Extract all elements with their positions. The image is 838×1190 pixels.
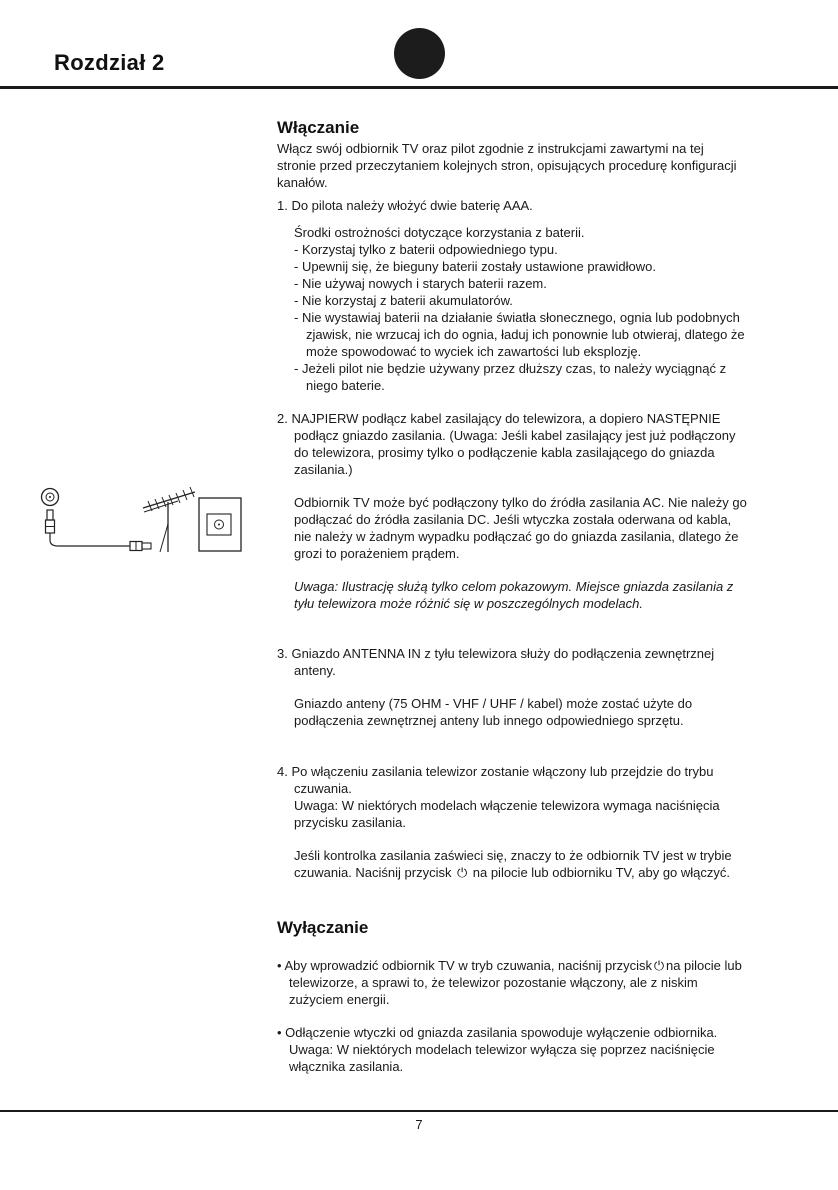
battery-precaution-line: zjawisk, nie wrzucaj ich do ognia, ładuj ich ponownie lub otwieraj, dlatego że bbox=[306, 327, 745, 342]
step-4-line: 4. Po włączeniu zasilania telewizor zostanie włączony lub przejdzie do trybu bbox=[277, 764, 714, 779]
coax-plug-left bbox=[46, 510, 55, 533]
ac-power-line: grozi to porażeniem prądem. bbox=[294, 546, 460, 561]
battery-precaution-line: - Nie używaj nowych i starych baterii razem. bbox=[294, 276, 547, 291]
footer-divider bbox=[0, 1110, 838, 1112]
wall-socket-panel bbox=[199, 498, 241, 551]
section-heading-off: Wyłączanie bbox=[277, 918, 369, 937]
standby-line-text: czuwania. Naciśnij przycisk bbox=[294, 865, 452, 880]
step-2-line: podłącz gniazdo zasilania. (Uwaga: Jeśli kabel zasilający jest już podłączony bbox=[294, 428, 736, 443]
off-bullet-line: zużyciem energii. bbox=[289, 992, 390, 1007]
section-heading-on: Włączanie bbox=[277, 118, 360, 137]
standby-line bbox=[294, 864, 730, 881]
off-bullet-line: • Odłączenie wtyczki od gniazda zasilania spowoduje wyłączenie odbiornika. bbox=[277, 1025, 718, 1040]
step-2-line: zasilania.) bbox=[294, 462, 353, 477]
off-bullet-line bbox=[277, 957, 742, 974]
tv-antenna-socket bbox=[42, 489, 59, 506]
step-2-line: 2. NAJPIERW podłącz kabel zasilający do telewizora, a dopiero NASTĘPNIE bbox=[277, 411, 721, 426]
battery-precaution-line: Środki ostrożności dotyczące korzystania z baterii. bbox=[294, 225, 585, 240]
step-3-line: 3. Gniazdo ANTENNA IN z tyłu telewizora służy do podłączenia zewnętrznej bbox=[277, 646, 715, 661]
battery-precaution-line: - Korzystaj tylko z baterii odpowiedniego typu. bbox=[294, 242, 558, 257]
intro-line: Włącz swój odbiornik TV oraz pilot zgodnie z instrukcjami zawartymi na tej bbox=[277, 141, 704, 156]
intro-line: stronie przed przeczytaniem kolejnych stron, opisujących procedurę konfiguracji bbox=[277, 158, 737, 173]
off-bullet-line: Uwaga: W niektórych modelach telewizor wyłącza się poprzez naciśnięcie bbox=[289, 1042, 715, 1057]
step-4-line: Uwaga: W niektórych modelach włączenie telewizora wymaga naciśnięcia bbox=[294, 798, 720, 813]
power-icon: ⏻ bbox=[456, 865, 468, 880]
coax-plug-right bbox=[130, 542, 151, 551]
battery-precaution-line: - Jeżeli pilot nie będzie używany przez dłuższy czas, to należy wyciągnąć z bbox=[294, 361, 727, 376]
illustration-note-line: Uwaga: Ilustrację służą tylko celom pokazowym. Miejsce gniazda zasilania z bbox=[294, 579, 734, 594]
coax-cable bbox=[50, 533, 130, 546]
step-3-line: anteny. bbox=[294, 663, 336, 678]
chapter-title: Rozdział 2 bbox=[54, 50, 165, 75]
battery-precaution-line: niego baterie. bbox=[306, 378, 385, 393]
step-4-line: czuwania. bbox=[294, 781, 352, 796]
ac-power-line: nie należy w żadnym wypadku podłączać go do gniazda zasilania, dlatego że bbox=[294, 529, 739, 544]
off-bullet-line: włącznika zasilania. bbox=[289, 1059, 404, 1074]
antenna-socket-line: Gniazdo anteny (75 OHM - VHF / UHF / kabel) może zostać użyte do bbox=[294, 696, 693, 711]
battery-precaution-line: - Nie wystawiaj baterii na działanie światła słonecznego, ognia lub podobnych bbox=[294, 310, 740, 325]
step-2-line: do telewizora, prosimy tylko o podłączenie kabla zasilającego do gniazda bbox=[294, 445, 715, 460]
step-4-line: przycisku zasilania. bbox=[294, 815, 406, 830]
header-divider bbox=[0, 86, 838, 89]
illustration-note-line: tyłu telewizora może różnić się w poszczególnych modelach. bbox=[294, 596, 643, 611]
standby-line: Jeśli kontrolka zasilania zaświeci się, znaczy to że odbiornik TV jest w trybie bbox=[294, 848, 732, 863]
ac-power-line: podłączać do źródła zasilania DC. Jeśli wtyczka została oderwana od kabla, bbox=[294, 512, 732, 527]
battery-precaution-line: - Upewnij się, że bieguny baterii zostały ustawione prawidłowo. bbox=[294, 259, 657, 274]
antenna-socket-line: podłączenia zewnętrznej anteny lub innego odpowiedniego sprzętu. bbox=[294, 713, 684, 728]
off-bullet-text: • Aby wprowadzić odbiornik TV w tryb czuwania, naciśnij przycisk bbox=[277, 958, 652, 973]
battery-precaution-line: - Nie korzystaj z baterii akumulatorów. bbox=[294, 293, 513, 308]
battery-precaution-line: może spowodować to wyciek ich zawartości lub eksplozję. bbox=[306, 344, 642, 359]
standby-line-text: na pilocie lub odbiorniku TV, aby go włączyć. bbox=[472, 865, 731, 880]
ac-power-line: Odbiornik TV może być podłączony tylko do źródła zasilania AC. Nie należy go bbox=[294, 495, 747, 510]
off-bullet-text: na pilocie lub bbox=[665, 958, 742, 973]
header-circle-marker bbox=[394, 28, 445, 79]
antenna-icon bbox=[143, 487, 195, 552]
antenna-connection-illustration bbox=[38, 482, 260, 558]
intro-line: kanałów. bbox=[277, 175, 328, 190]
off-bullet-line: telewizorze, a sprawi to, że telewizor pozostanie włączony, ale z niskim bbox=[289, 975, 698, 990]
step-1-title: 1. Do pilota należy włożyć dwie baterię AAA. bbox=[277, 198, 533, 213]
power-icon: ⏻ bbox=[653, 958, 665, 973]
page-number: 7 bbox=[415, 1117, 423, 1132]
